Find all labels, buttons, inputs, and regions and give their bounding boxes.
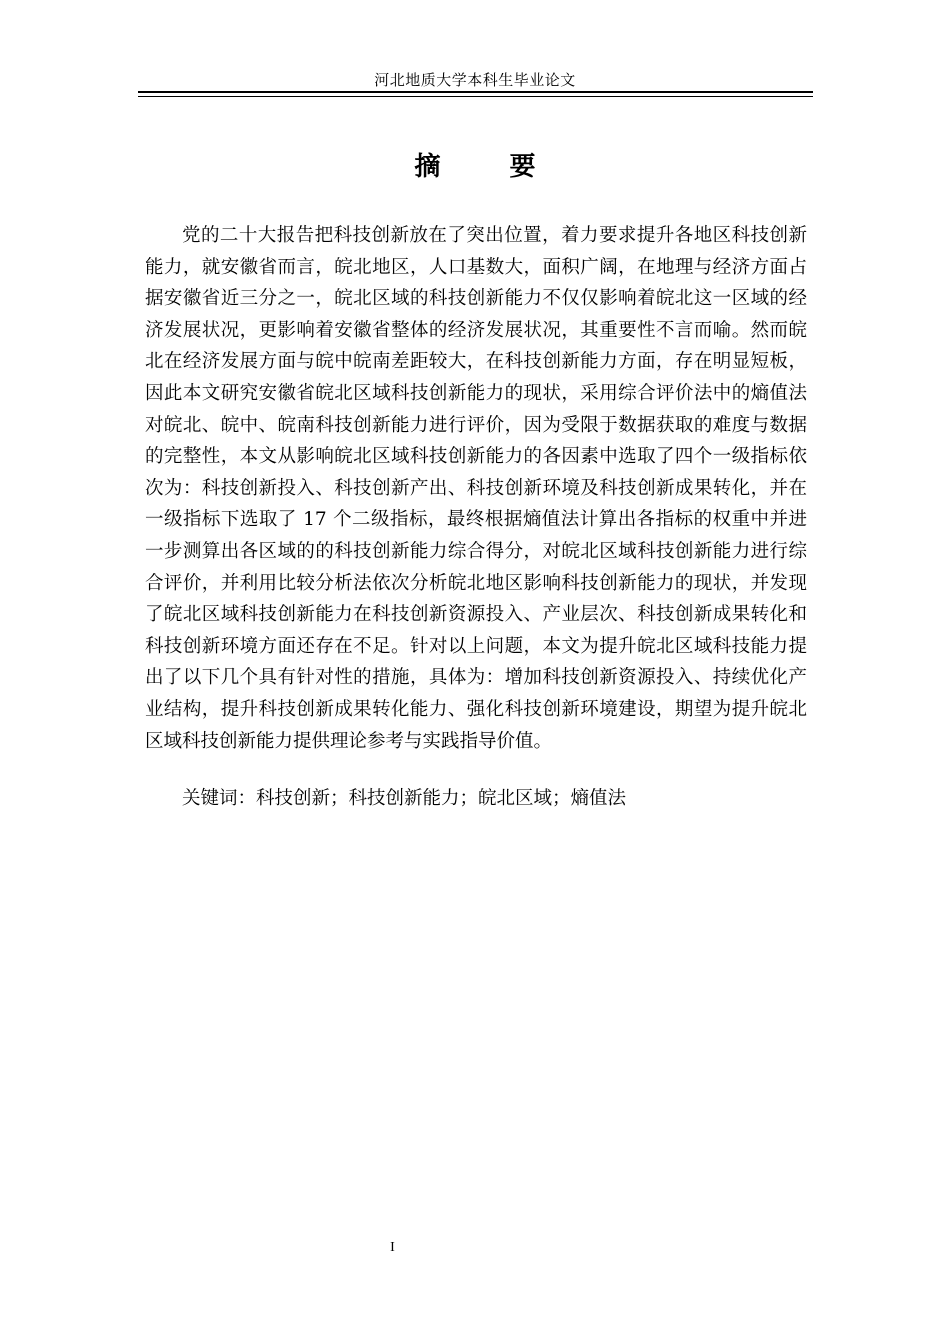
abstract-body: 党的二十大报告把科技创新放在了突出位置，着力要求提升各地区科技创新能力，就安徽省而言，皖北地区，人口基数大，面积广阔，在地理与经济方面占据安徽省近三分之一，皖北区域的科技创新能力不仅仅影响着皖北这一区域的经济发展状况，更影响着安徽省整体的经济发展状况，其重要性不言而喻。然而皖北在经济发展方面与皖中皖南差距较大，在科技创新能力方面，存在明显短板，因此本文研究安徽省皖北区域科技创新能力的现状，采用综合评价法中的熵值法对皖北、皖中、皖南科技创新能力进行评价，因为受限于数据获取的难度与数据的完整性，本文从影响皖北区域科技创新能力的各因素中选取了四个一级指标依次为：科技创新投入、科技创新产出、科技创新环境及科技创新成果转化，并在一级指标下选取了 17 个二级指标，最终根据熵值法计算出各指标的权重中并进一步测算出各区域的的科技创新能力综合得分，对皖北区域科技创新能力进行综合评价，并利用比较分析法依次分析皖北地区影响科技创新能力的现状，并发现了皖北区域科技创新能力在科技创新资源投入、产业层次、科技创新成果转化和科技创新环境方面还存在不足。针对以上问题，本文为提升皖北区域科技能力提出了以下几个具有针对性的措施，具体为：增加科技创新资源投入、持续优化产业结构，提升科技创新成果转化能力、强化科技创新环境建设，期望为提升皖北区域科技创新能力提供理论参考与实践指导价值。 xyxy=(145,225,807,752)
page-number: I xyxy=(390,1240,395,1255)
header-rule-thick xyxy=(138,91,813,93)
abstract-title: 摘 要 xyxy=(414,152,566,182)
header-rule-thin xyxy=(138,96,813,97)
running-header: 河北地质大学本科生毕业论文 xyxy=(374,71,576,89)
keywords-line: 关键词：科技创新；科技创新能力；皖北区域；熵值法 xyxy=(182,788,627,809)
